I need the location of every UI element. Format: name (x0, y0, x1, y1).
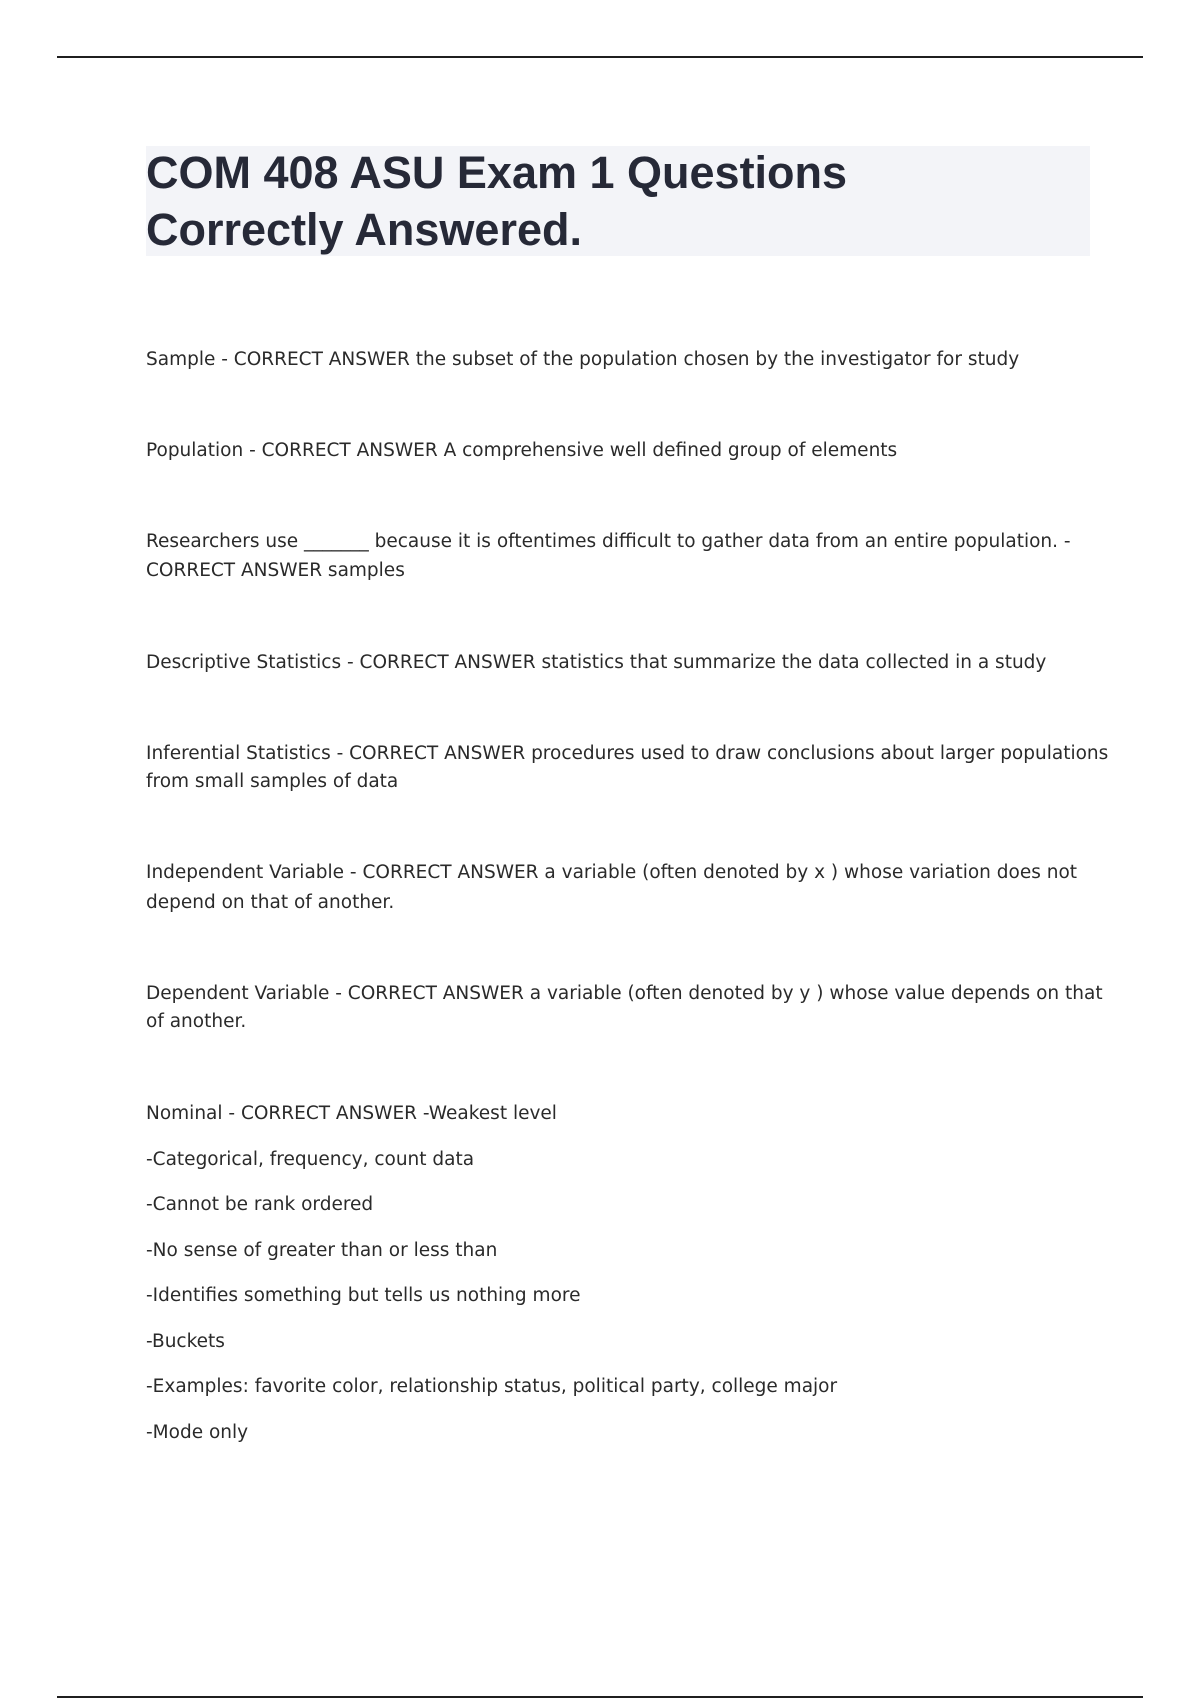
title-line-2: Correctly Answered. (146, 204, 582, 255)
title-line-1: COM 408 ASU Exam 1 Questions (146, 147, 848, 198)
nominal-point: -Identifies something but tells us nothing more (146, 1285, 581, 1306)
nominal-point: -Mode only (146, 1422, 249, 1443)
entry-nominal: Nominal - CORRECT ANSWER -Weakest level (146, 1103, 557, 1124)
nominal-point: -Categorical, frequency, count data (146, 1149, 475, 1170)
entry-independent-line-1: Independent Variable - CORRECT ANSWER a variable (often denoted by x ) whose variation does not (146, 862, 1078, 883)
entry-population: Population - CORRECT ANSWER A comprehensive well defined group of elements (146, 440, 898, 461)
entry-dependent-line-1: Dependent Variable - CORRECT ANSWER a variable (often denoted by y ) whose value depends on that (146, 983, 1103, 1004)
nominal-point: -Cannot be rank ordered (146, 1194, 374, 1215)
entry-researchers-line-1: Researchers use _______ because it is oftentimes difficult to gather data from an entire population. - (146, 531, 1071, 552)
entry-descriptive-statistics: Descriptive Statistics - CORRECT ANSWER statistics that summarize the data collected in a study (146, 652, 1047, 673)
nominal-point: -Buckets (146, 1331, 225, 1352)
entry-inferential-line-2: from small samples of data (146, 771, 399, 792)
entry-dependent-line-2: of another. (146, 1011, 247, 1032)
entry-sample: Sample - CORRECT ANSWER the subset of the population chosen by the investigator for study (146, 349, 1020, 370)
nominal-point: -Examples: favorite color, relationship status, political party, college major (146, 1376, 838, 1397)
document-title (146, 144, 1090, 258)
title-block (146, 146, 1090, 256)
entry-researchers-line-2: CORRECT ANSWER samples (146, 560, 405, 581)
entry-independent-line-2: depend on that of another. (146, 892, 395, 913)
entry-inferential-line-1: Inferential Statistics - CORRECT ANSWER procedures used to draw conclusions about larger populations (146, 743, 1109, 764)
bottom-rule (57, 1696, 1143, 1698)
nominal-point: -No sense of greater than or less than (146, 1240, 498, 1261)
top-rule (57, 56, 1143, 58)
